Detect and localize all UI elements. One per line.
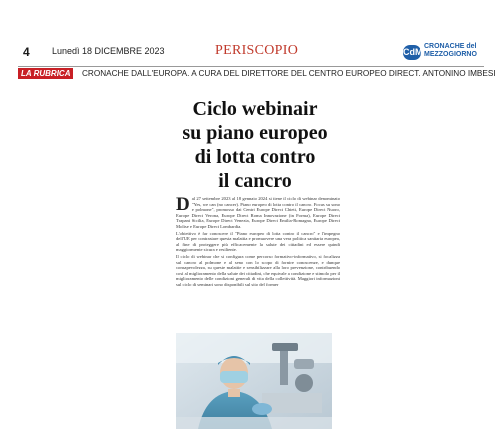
article-paragraph: L'obiettivo è far conoscere il "Piano europeo di lotta contro il cancro" e l'impegno dell'UE per contrastare questa malattia e promuovere una vera politica sanitaria europea, al fine di proteggere più efficacemente la salute dei cittadini ed essere quindi maggiormente sicura e resiliente.	[176, 230, 340, 253]
logo-wordmark	[424, 43, 477, 59]
title-line: di lotta contro	[194, 146, 316, 168]
logo-line-2: MEZZOGIORNO	[424, 51, 477, 58]
article-paragraph: Il ciclo di webinar che si configura come percorso formativo-informativo, si focalizza sul cancro al polmone e al seno con lo scopo di fornire conoscenze, e dunque consapevolezza, su queste malattie e sensibilizzare alla loro prevenzione, contribuendo così al miglioramento della salute dei cittadini, che equivale a condizione e stimolo per il miglioramento delle condizioni generali di vita della collettività. Maggiori informazioni sul ciclo di seminari sono disponibili sul sito del former	[176, 253, 340, 287]
logo-badge-icon: CdM	[403, 45, 421, 60]
article-body	[176, 196, 340, 289]
rubrica-subtitle: CRONACHE DALL'EUROPA. A CURA DEL DIRETTORE DEL CENTRO EUROPEO DIRECT. ANTONINO IMBESI	[82, 69, 496, 78]
title-line: il cancro	[218, 170, 292, 192]
medical-lab-photo	[176, 333, 332, 429]
paragraph-text: al 27 settembre 2023 al 18 gennaio 2024 si tiene il ciclo di webinar denominato "Yes, we can (no cancer). Piano europeo di lotta contro il cancro. Focus su sono e polmone", promosso dai Centri Europe Direct Chieti, Europe Direct Nuoro, Europe Direct Verona, Europe Direct Roma Innovazione (in Forma), Europe Direct Trapani Sicilia, Europe Direct Venezia, Europe Direct Emilia-Romagna, Europe Direct Molise e Europe Direct Lombardia.	[176, 196, 340, 229]
article-paragraph	[176, 196, 340, 230]
title-line: su piano europeo	[182, 122, 328, 144]
article-title	[150, 97, 360, 193]
title-line: Ciclo webinair	[192, 98, 318, 120]
issue-date: Lunedì 18 DICEMBRE 2023	[52, 46, 165, 56]
section-title: PERISCOPIO	[215, 43, 299, 58]
page-header	[0, 40, 504, 64]
page-number: 4	[23, 45, 30, 59]
photo-illustration	[176, 333, 332, 429]
logo-line-1: CRONACHE del	[424, 43, 477, 50]
rubrica-bar	[18, 67, 496, 80]
drop-cap: D	[176, 194, 190, 215]
rubrica-tag: LA RUBRICA	[18, 68, 73, 79]
newspaper-logo	[403, 42, 483, 64]
